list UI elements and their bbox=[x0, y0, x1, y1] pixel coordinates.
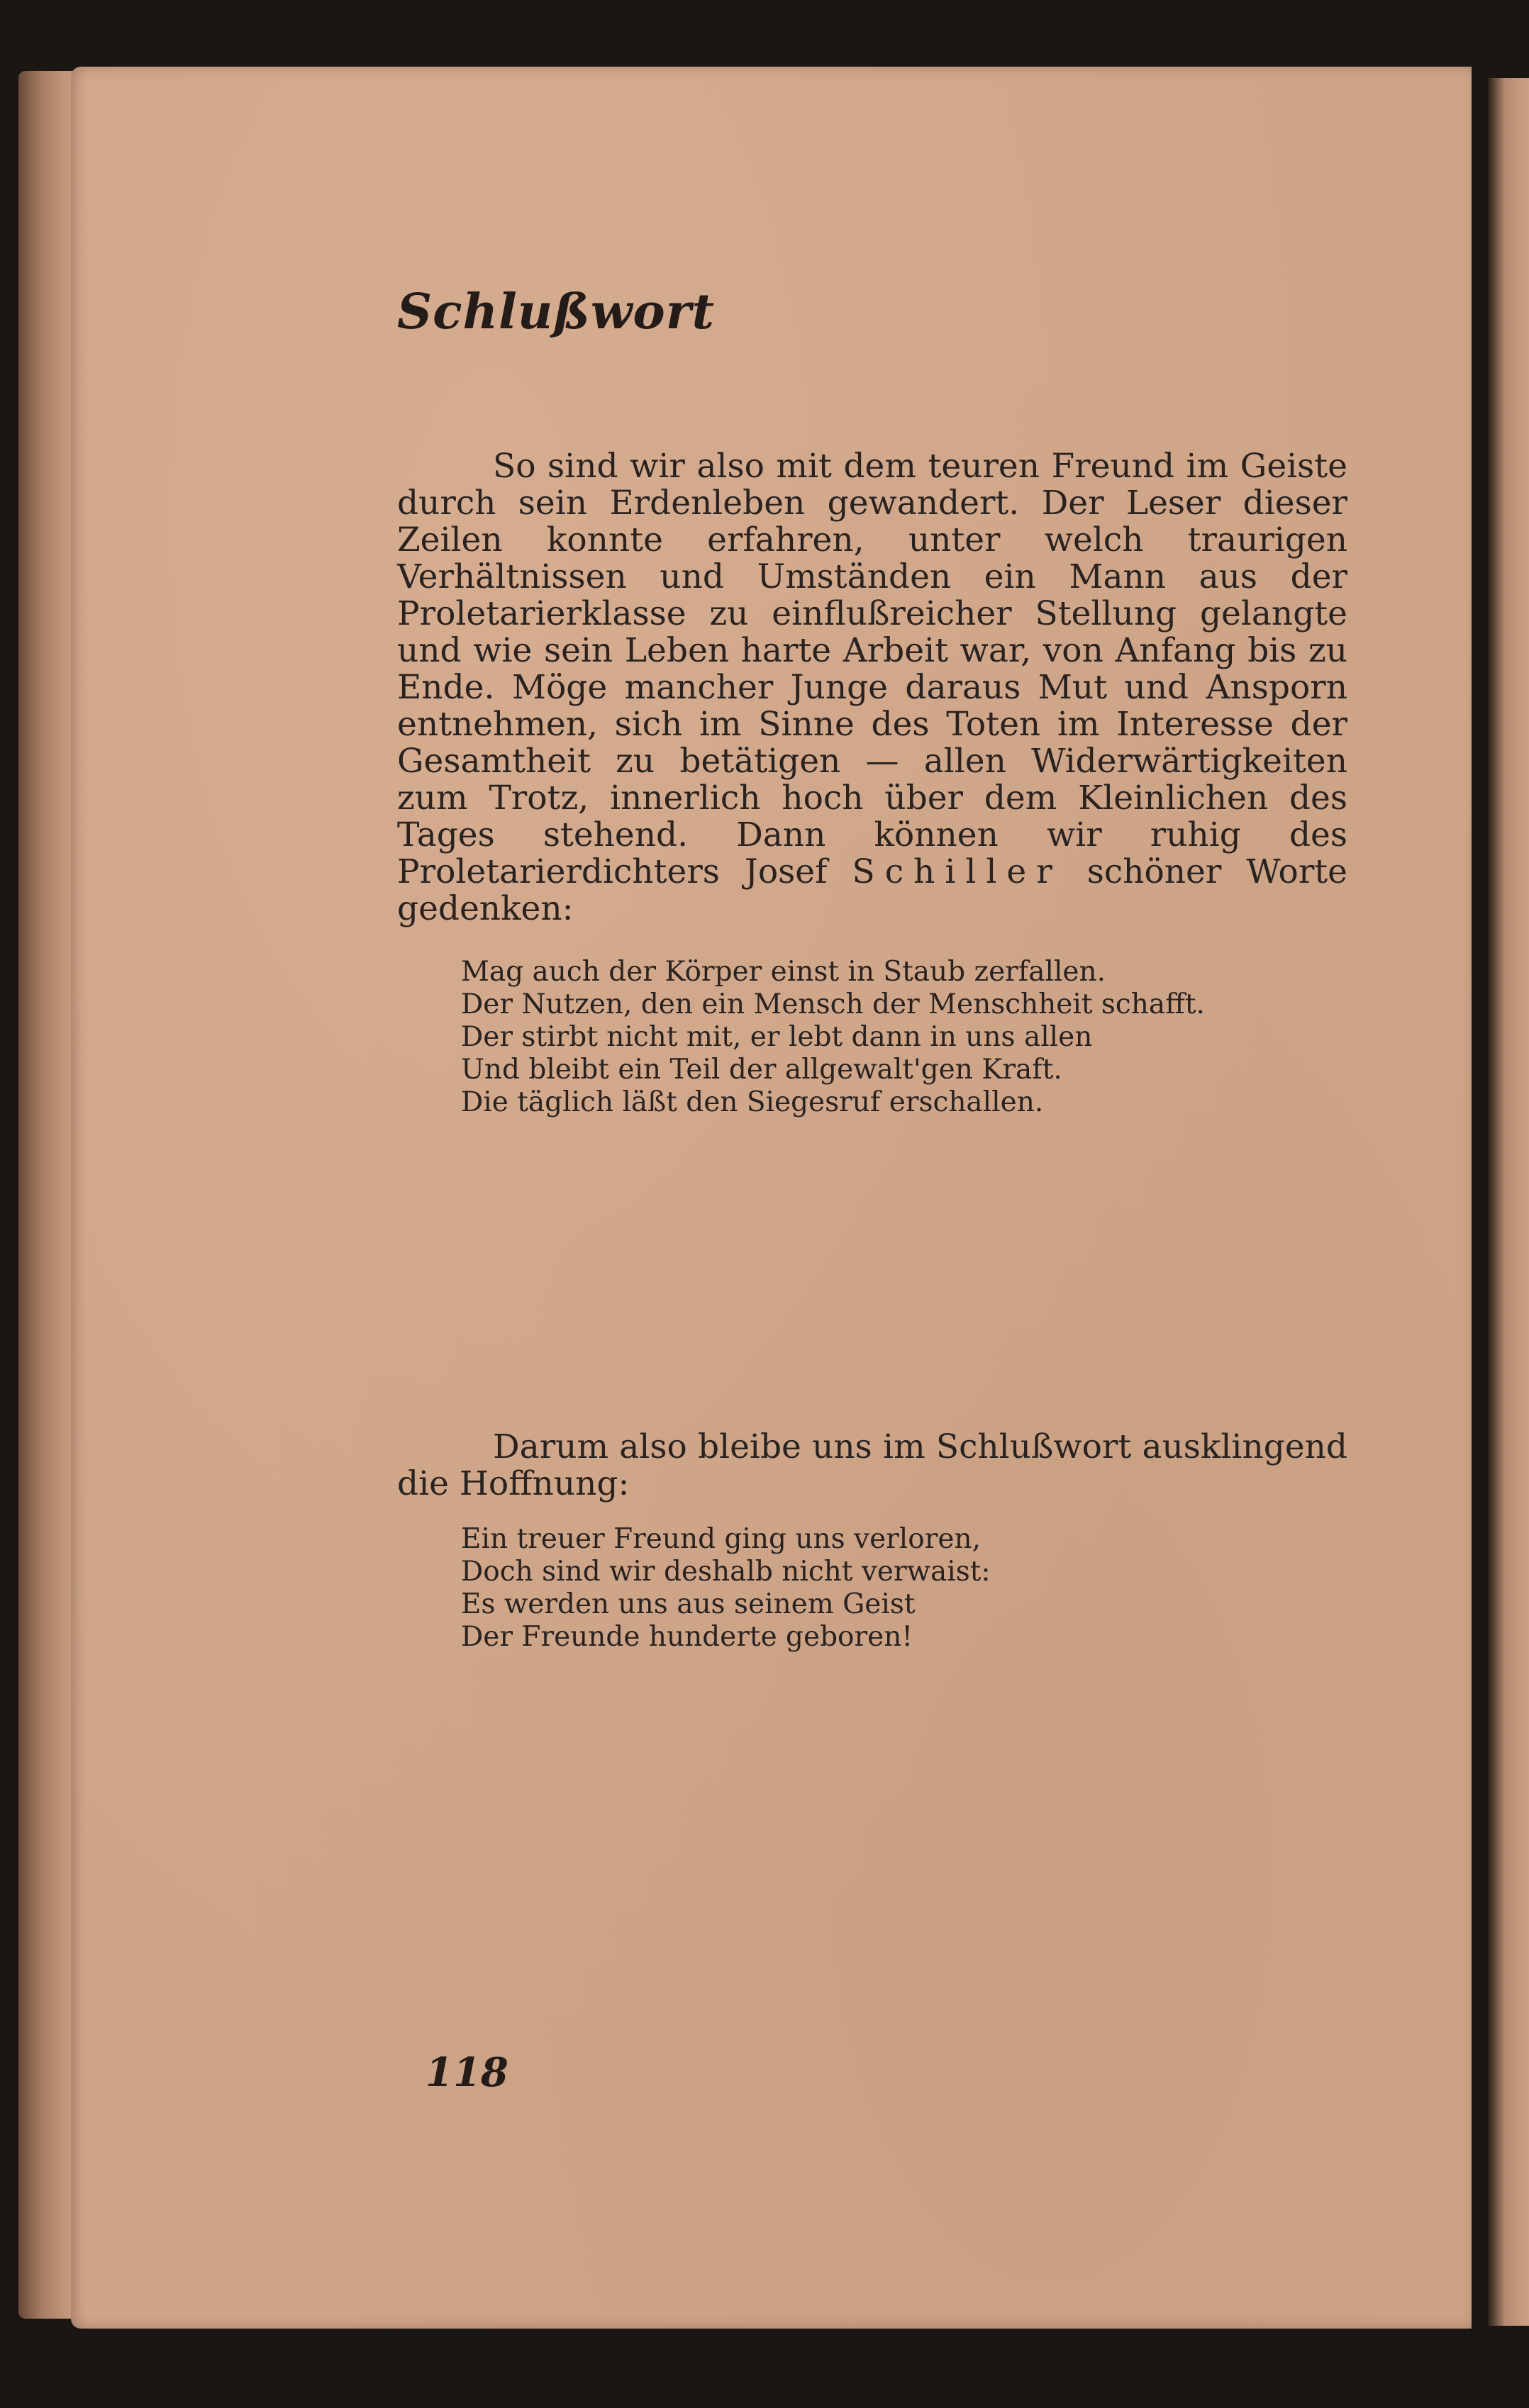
verse-line: Mag auch der Körper einst in Staub zerfallen. bbox=[461, 956, 1106, 988]
final-paragraph: Darum also bleibe uns im Schlußwort ausklingend die Hoffnung: bbox=[397, 1427, 1347, 1503]
closing-paragraph bbox=[397, 448, 1347, 927]
verse-line: Doch sind wir deshalb nicht verwaist: bbox=[461, 1556, 991, 1588]
verse-line: Der stirbt nicht mit, er lebt dann in uns allen bbox=[461, 1021, 1093, 1053]
book-page bbox=[71, 67, 1472, 2329]
verse-line: Es werden uns aus seinem Geist bbox=[461, 1588, 916, 1620]
chapter-title: Schlußwort bbox=[397, 284, 716, 340]
verse-line: Ein treuer Freund ging uns verloren, bbox=[461, 1523, 981, 1555]
verse-line: Und bleibt ein Teil der allgewalt'gen Kraft. bbox=[461, 1054, 1062, 1086]
closing-paragraph-text: So sind wir also mit dem teuren Freund im Geiste durch sein Erdenleben gewandert. Der Leser dieser Zeilen konnte erfahren, unter welch traurigen Verhältnissen und Umständen ein Mann aus der Proletarierklasse zu einflußreicher Stellung gelangte und wie sein Leben harte Arbeit war, von Anfang bis zu Ende. Möge mancher Junge daraus Mut und Ansporn entnehmen, sich im Sinne des Toten im Interesse der Gesamtheit zu betätigen — allen Widerwärtigkeiten zum Trotz, innerlich hoch über dem Kleinlichen des Tages stehend. Dann können wir ruhig des Proletarierdichters Josef bbox=[397, 447, 1347, 891]
poet-name: Schiller bbox=[852, 852, 1062, 891]
closing-paragraph-end: schöner Worte gedenken: bbox=[397, 852, 1347, 928]
closing-verse bbox=[461, 1523, 991, 1654]
verse-line: Der Freunde hunderte geboren! bbox=[461, 1621, 913, 1653]
page-number: 118 bbox=[426, 2049, 508, 2096]
verse-line: Die täglich läßt den Siegesruf erschallen. bbox=[461, 1086, 1044, 1118]
verse-line: Der Nutzen, den ein Mensch der Menschheit schafft. bbox=[461, 988, 1205, 1020]
quoted-verse bbox=[461, 956, 1205, 1119]
next-page-edge bbox=[1488, 78, 1529, 2326]
